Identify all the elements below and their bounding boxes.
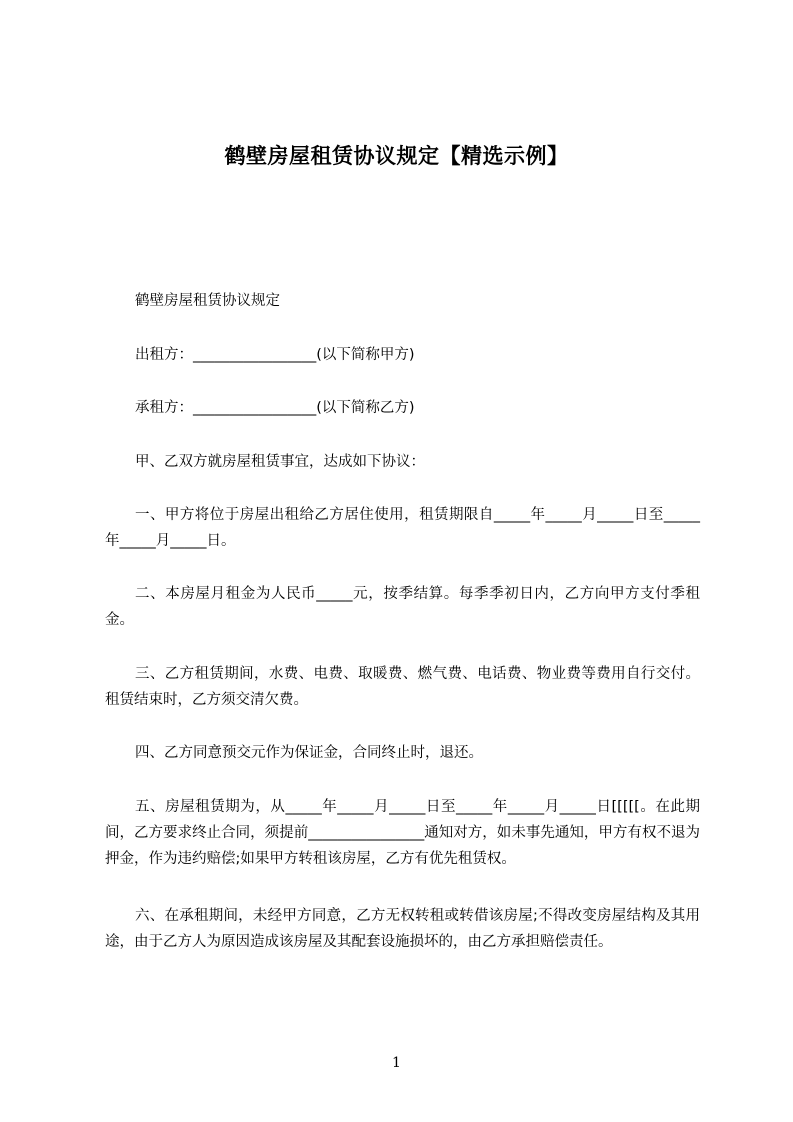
paragraph-clause-3: 三、乙方租赁期间，水费、电费、取暖费、燃气费、电话费、物业费等费用自行交付。租赁结束时，乙方须交清欠费。: [105, 666, 700, 708]
paragraph-clause-6: 六、在承租期间，未经甲方同意，乙方无权转租或转借该房屋;不得改变房屋结构及其用途，由于乙方人为原因造成该房屋及其配套设施损坏的，由乙方承担赔偿责任。: [105, 908, 700, 950]
paragraph-lessor: 出租方：_________________(以下简称甲方): [135, 347, 415, 363]
paragraph-intro: 甲、乙双方就房屋租赁事宜，达成如下协议：: [135, 454, 425, 470]
paragraph-clause-5: 五、房屋租赁期为，从_____年_____月_____日至_____年_____月_____日[[[[[。在此期间，乙方要求终止合同，须提前________________通知对方，如未事先通知，甲方有权不退为押金，作为违约赔偿;如果甲方转租该房屋，乙方有优先租赁权。: [105, 799, 700, 867]
paragraph-clause-4: 四、乙方同意预交元作为保证金，合同终止时，退还。: [135, 745, 483, 761]
paragraph-subtitle: 鹤壁房屋租赁协议规定: [135, 293, 280, 309]
paragraph-clause-2: 二、本房屋月租金为人民币_____元，按季结算。每季季初日内，乙方向甲方支付季租金。: [105, 586, 700, 628]
paragraph-clause-1: 一、甲方将位于房屋出租给乙方居住使用，租赁期限自_____年_____月_____日至_____年_____月_____日。: [105, 507, 700, 549]
page-number: 1: [392, 1055, 401, 1071]
document-title: 鹤壁房屋租赁协议规定【精选示例】: [224, 144, 569, 168]
paragraph-lessee: 承租方：_________________(以下简称乙方): [135, 400, 415, 416]
